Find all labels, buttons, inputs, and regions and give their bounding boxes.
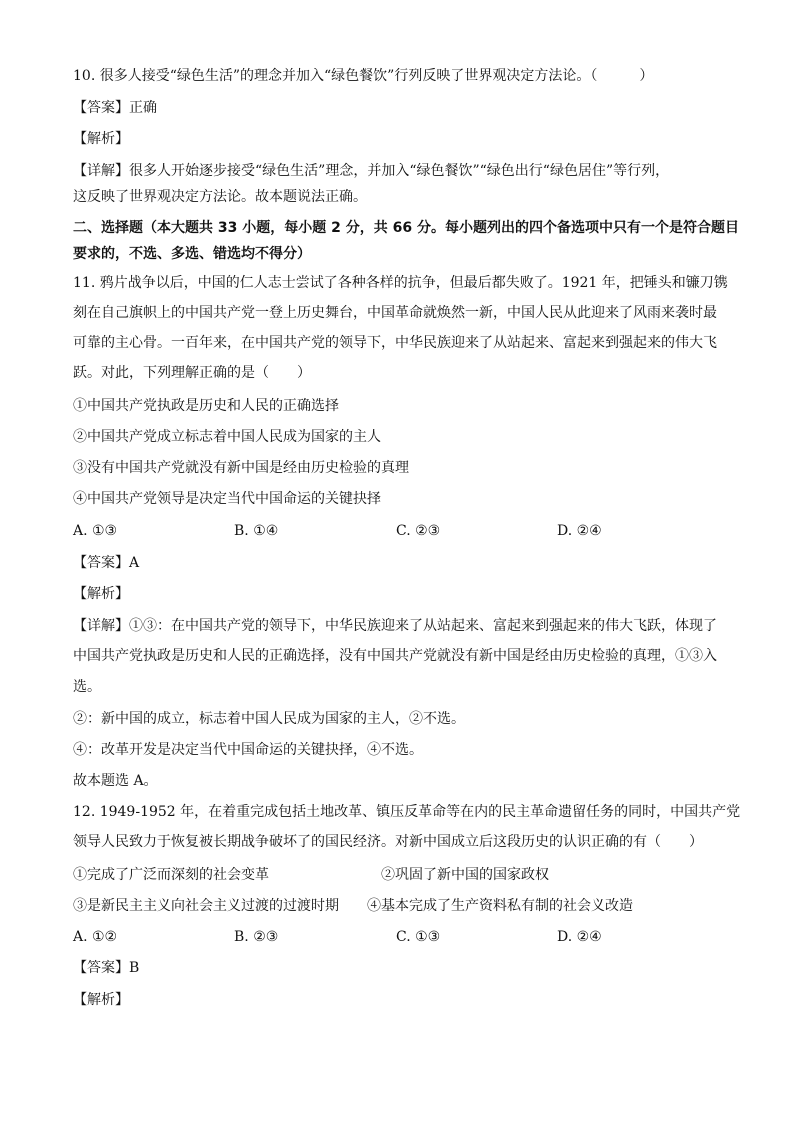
q12-option-d: D. ②④ (557, 929, 602, 945)
answer-label: 【答案】 (73, 555, 129, 571)
q12-option-b: B. ②③ (234, 929, 279, 945)
q12-analysis-label (73, 990, 129, 1010)
q11-item: ③没有中国共产党就没有新中国是经由历史检验的真理 (73, 460, 409, 476)
q11-detail-line (73, 616, 717, 636)
q11-item: ②中国共产党成立标志着中国人民成为国家的主人 (73, 429, 381, 445)
q10-detail-line (73, 161, 669, 181)
answer-label: 【答案】 (73, 100, 129, 116)
q11-detail-line: ②：新中国的成立，标志着中国人民成为国家的主人，②不选。 (73, 711, 465, 727)
q11-stem: 11. 鸦片战争以后，中国的仁人志士尝试了各种各样的抗争，但最后都失败了。1921 年，把锤头和镰刀镌 (73, 275, 728, 291)
q11-stem: 可靠的主心骨。一百年来，在中国共产党的领导下，中华民族迎来了从站起来、富起来到强起来的伟大飞 (73, 335, 717, 351)
detail-text: 很多人开始逐步接受“绿色生活”理念，并加入“绿色餐饮”“绿色出行“绿色居住”等行列， (129, 163, 670, 179)
q11-stem: 刻在自己旗帜上的中国共产党一登上历史舞台，中国革命就焕然一新，中国人民从此迎来了风雨来袭时最 (73, 305, 717, 321)
analysis-label: 【解析】 (73, 131, 129, 147)
q10-answer (73, 98, 157, 118)
detail-text: ①③：在中国共产党的领导下，中华民族迎来了从站起来、富起来到强起来的伟大飞跃，体现了 (129, 618, 717, 634)
q11-item: ④中国共产党领导是决定当代中国命运的关键抉择 (73, 491, 381, 507)
q10-analysis-label (73, 129, 129, 149)
detail-label: 【详解】 (73, 618, 129, 634)
q12-answer (73, 958, 139, 978)
q11-analysis-label (73, 584, 129, 604)
q12-stem: 12. 1949-1952 年，在着重完成包括土地改革、镇压反革命等在内的民主革命遗留任务的同时，中国共产党 (73, 804, 741, 820)
q11-detail-line: 中国共产党执政是历史和人民的正确选择，没有中国共产党就没有新中国是经由历史检验的真理，①③入 (73, 648, 717, 664)
q12-option-c: C. ①③ (396, 929, 441, 945)
q11-answer (73, 553, 139, 573)
q12-item: ④基本完成了生产资料私有制的社会义改造 (367, 898, 633, 914)
q12-item: ③是新民主主义向社会主义过渡的过渡时期 (73, 898, 339, 914)
q10-stem: 10. 很多人接受“绿色生活”的理念并加入“绿色餐饮”行列反映了世界观决定方法论。（ ） (73, 68, 654, 84)
q11-option-d: D. ②④ (557, 523, 602, 539)
q11-option-a: A. ①③ (73, 523, 118, 539)
q10-detail-line: 这反映了世界观决定方法论。故本题说法正确。 (73, 189, 367, 205)
analysis-label: 【解析】 (73, 586, 129, 602)
q11-detail-line: 选。 (73, 679, 101, 695)
q11-option-b: B. ①④ (234, 523, 279, 539)
analysis-label: 【解析】 (73, 992, 129, 1008)
answer-value: A (129, 555, 140, 571)
section-heading: 二、选择题（本大题共 33 小题，每小题 2 分，共 66 分。每小题列出的四个备选项中只有一个是符合题目 (73, 220, 739, 236)
answer-value: B (129, 960, 140, 976)
answer-label: 【答案】 (73, 960, 129, 976)
q11-stem: 跃。对此，下列理解正确的是（ ） (73, 365, 311, 381)
section-heading: 要求的，不选、多选、错选均不得分） (73, 246, 311, 262)
q11-detail-line: 故本题选 A。 (73, 773, 158, 789)
answer-value: 正确 (129, 100, 157, 116)
q12-item: ②巩固了新中国的国家政权 (381, 867, 549, 883)
q11-item: ①中国共产党执政是历史和人民的正确选择 (73, 398, 339, 414)
q12-option-a: A. ①② (73, 929, 118, 945)
q11-detail-line: ④：改革开发是决定当代中国命运的关键抉择，④不选。 (73, 742, 423, 758)
q11-option-c: C. ②③ (396, 523, 441, 539)
q12-item: ①完成了广泛而深刻的社会变革 (73, 867, 269, 883)
q12-stem: 领导人民致力于恢复被长期战争破坏了的国民经济。对新中国成立后这段历史的认识正确的有（ ） (73, 834, 703, 850)
detail-label: 【详解】 (73, 163, 129, 179)
